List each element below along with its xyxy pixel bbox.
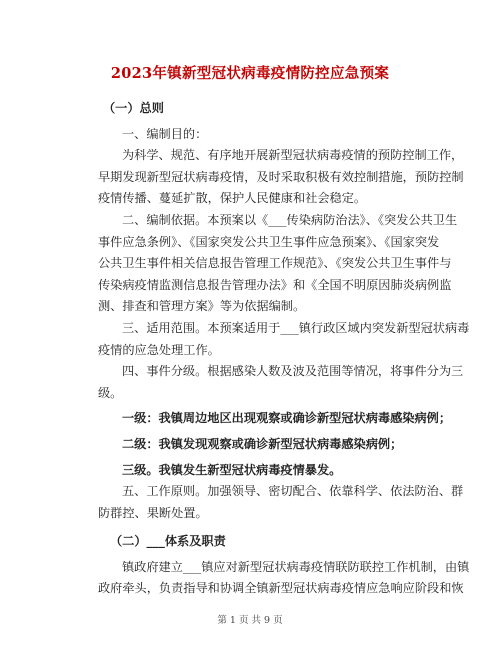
purpose-heading: 一、编制目的： <box>122 126 208 141</box>
document-title: 2023年镇新型冠状病毒疫情防控应急预案 <box>110 65 390 82</box>
purpose-line: 早期发现新型冠状病毒疫情，及时采取积极有效控制措施，预防控制 <box>98 169 464 184</box>
page-footer: 第 1 页 共 9 页 <box>217 615 283 626</box>
basis-line: 事件应急条例》、《国家突发公共卫生事件应急预案》、《国家突发 <box>98 234 440 249</box>
section-heading-system: （二）___体系及职责 <box>110 534 226 549</box>
purpose-line: 为科学、规范、有序地开展新型冠状病毒疫情的预防控制工作， <box>122 148 464 163</box>
purpose-line: 疫情传播、蔓延扩散，保护人民健康和社会稳定。 <box>98 191 367 206</box>
basis-line: 测、排查和管理方案》等为依据编制。 <box>98 299 306 314</box>
system-line: 政府牵头，负责指导和协调全镇新型冠状病毒疫情应急响应阶段和恢 <box>98 581 464 596</box>
principle-line: 五、工作原则。加强领导、密切配合、依靠科学、依法防治、群 <box>122 484 464 499</box>
level-two: 二级：我镇发现观察或确诊新型冠状病毒感染病例； <box>122 436 403 451</box>
principle-line: 防群控、果断处置。 <box>98 505 208 520</box>
scope-line: 三、适用范围。本预案适用于___镇行政区域内突发新型冠状病毒 <box>122 320 470 335</box>
basis-line: 公共卫生事件相关信息报告管理工作规范》、《突发公共卫生事件与 <box>98 256 452 271</box>
document-body <box>98 98 470 600</box>
basis-line: 传染病疫情监测信息报告管理办法》和《全国不明原因肺炎病例监 <box>98 277 452 292</box>
basis-line: 二、编制依据。本预案以《___传染病防治法》、《突发公共卫生 <box>122 212 458 227</box>
grading-line: 四、事件分级。根据感染人数及波及范围等情况，将事件分为三 <box>122 364 464 379</box>
section-heading-general: （一）总则 <box>103 101 164 115</box>
level-three: 三级。我镇发生新型冠状病毒疫情暴发。 <box>122 462 342 477</box>
level-one: 一级：我镇周边地区出现观察或确诊新型冠状病毒感染病例； <box>122 411 452 426</box>
system-line: 镇政府建立___镇应对新型冠状病毒疫情联防联控工作机制，由镇 <box>122 559 470 574</box>
scope-line: 疫情的应急处理工作。 <box>98 342 220 357</box>
grading-line: 级。 <box>98 385 123 400</box>
